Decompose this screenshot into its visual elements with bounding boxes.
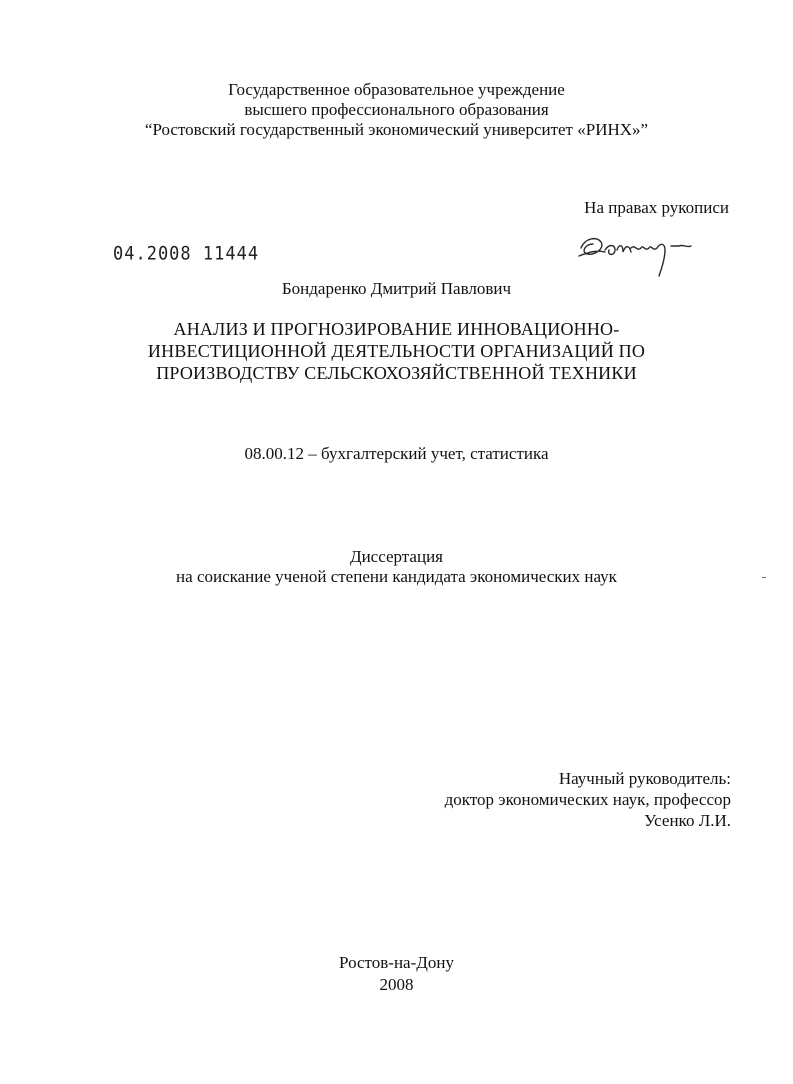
supervisor-rank: доктор экономических наук, профессор — [444, 790, 731, 809]
library-code: 04.2008 11444 — [113, 243, 260, 265]
dissertation-title — [0, 318, 793, 384]
title-line-1: АНАЛИЗ И ПРОГНОЗИРОВАНИЕ ИННОВАЦИОННО- — [173, 319, 620, 339]
supervisor-name: Усенко Л.И. — [644, 811, 731, 830]
degree-purpose: на соискание ученой степени кандидата экономических наук — [176, 567, 617, 586]
degree-block — [0, 547, 793, 587]
title-line-2: ИНВЕСТИЦИОННОЙ ДЕЯТЕЛЬНОСТИ ОРГАНИЗАЦИЙ ПО — [147, 341, 646, 361]
year: 2008 — [379, 975, 414, 994]
title-line-3: ПРОИЗВОДСТВУ СЕЛЬСКОХОЗЯЙСТВЕННОЙ ТЕХНИКИ — [156, 363, 637, 383]
manuscript-note: На правах рукописи — [584, 198, 729, 217]
handwritten-signature — [575, 226, 705, 278]
institution-line-1: Государственное образовательное учреждение — [228, 80, 565, 99]
supervisor-block — [445, 768, 731, 831]
city: Ростов-на-Дону — [339, 953, 454, 972]
institution-line-2: высшего профессионального образования — [244, 100, 549, 119]
scan-mark — [762, 577, 766, 578]
place-year-block — [0, 953, 793, 997]
degree-type: Диссертация — [349, 547, 443, 566]
supervisor-label: Научный руководитель: — [558, 769, 731, 788]
institution-line-3: “Ростовский государственный экономический университет «РИНХ»” — [144, 120, 649, 139]
institution-block — [0, 80, 793, 140]
specialty-code: 08.00.12 – бухгалтерский учет, статистика — [244, 444, 549, 463]
author-name: Бондаренко Дмитрий Павлович — [281, 279, 512, 298]
